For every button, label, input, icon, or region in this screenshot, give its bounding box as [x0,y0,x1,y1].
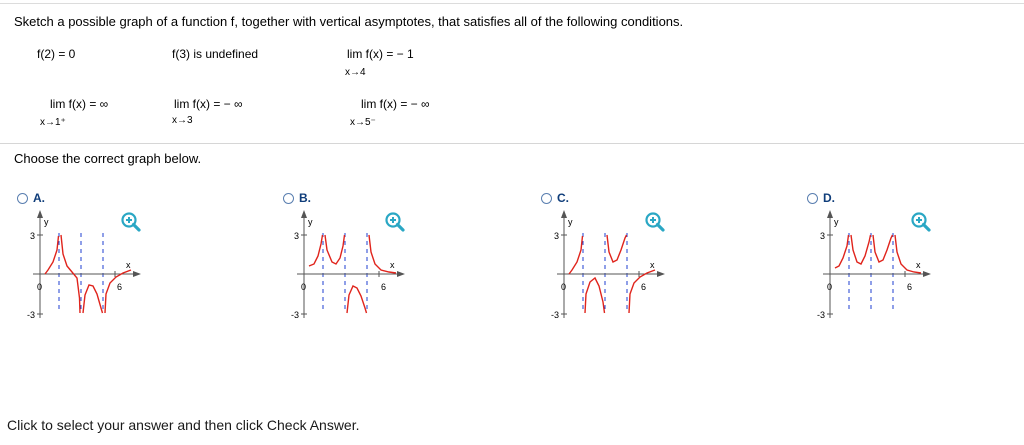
y-tick-top: 3 [554,231,560,241]
condition-lim-x4-sub: x→4 [345,67,366,78]
x-tick-6: 6 [381,282,387,292]
y-tick-bottom: -3 [551,310,560,320]
asymptotes [59,233,103,313]
origin-label: 0 [827,282,833,292]
asymptotes [323,233,367,313]
asymptotes [583,233,627,313]
condition-lim-x5-sub: x→5⁻ [350,117,376,128]
zoom-in-icon[interactable] [385,212,405,232]
x-axis-arrow [923,271,931,277]
origin-label: 0 [37,282,43,292]
y-tick-top: 3 [820,231,826,241]
curves [835,235,921,273]
option-d-label: D. [823,191,835,205]
x-axis-arrow [133,271,141,277]
option-b-graph [283,190,423,330]
footer-instruction: Click to select your answer and then click Check Answer. [7,417,360,433]
y-axis-label: y [834,217,839,227]
option-a-label: A. [33,191,45,205]
y-tick-top: 3 [294,231,300,241]
condition-lim-x3-sub: x→3 [172,115,193,126]
y-axis-label: y [308,217,313,227]
top-border [0,3,1024,4]
x-tick-6: 6 [641,282,647,292]
y-axis-label: y [44,217,49,227]
option-b[interactable] [283,190,423,330]
x-axis-label: x [126,260,131,270]
zoom-in-icon[interactable] [911,212,931,232]
x-axis-label: x [390,260,395,270]
y-tick-bottom: -3 [27,310,36,320]
option-b-label: B. [299,191,311,205]
x-axis-arrow [397,271,405,277]
option-c-graph [541,190,681,330]
x-axis-label: x [650,260,655,270]
condition-lim-x1-sub: x→1⁺ [40,117,66,128]
y-tick-bottom: -3 [817,310,826,320]
option-d[interactable] [807,190,947,330]
condition-lim-x4: lim f(x) = − 1 [347,47,414,61]
origin-label: 0 [301,282,307,292]
question-prompt: Sketch a possible graph of a function f, together with vertical asymptotes, that satisfies all of the following conditions. [14,14,684,29]
y-axis-label: y [568,217,573,227]
condition-lim-x1: lim f(x) = ∞ [50,97,109,111]
option-d-graph [807,190,947,330]
option-a[interactable] [17,190,157,330]
y-tick-bottom: -3 [291,310,300,320]
option-a-graph [17,190,157,330]
y-axis-arrow [37,210,43,218]
origin-label: 0 [561,282,567,292]
section-divider [0,143,1024,144]
condition-lim-x3: lim f(x) = − ∞ [174,97,243,111]
y-axis-arrow [561,210,567,218]
y-axis-arrow [301,210,307,218]
option-c[interactable] [541,190,681,330]
condition-f2: f(2) = 0 [37,47,76,61]
condition-lim-x5: lim f(x) = − ∞ [361,97,430,111]
y-tick-top: 3 [30,231,36,241]
y-axis-arrow [827,210,833,218]
condition-f3: f(3) is undefined [172,47,259,61]
x-axis-arrow [657,271,665,277]
x-tick-6: 6 [117,282,123,292]
x-tick-6: 6 [907,282,913,292]
zoom-in-icon[interactable] [121,212,141,232]
choose-instruction: Choose the correct graph below. [14,151,202,166]
zoom-in-icon[interactable] [645,212,665,232]
x-axis-label: x [916,260,921,270]
asymptotes [849,233,893,313]
option-c-label: C. [557,191,569,205]
